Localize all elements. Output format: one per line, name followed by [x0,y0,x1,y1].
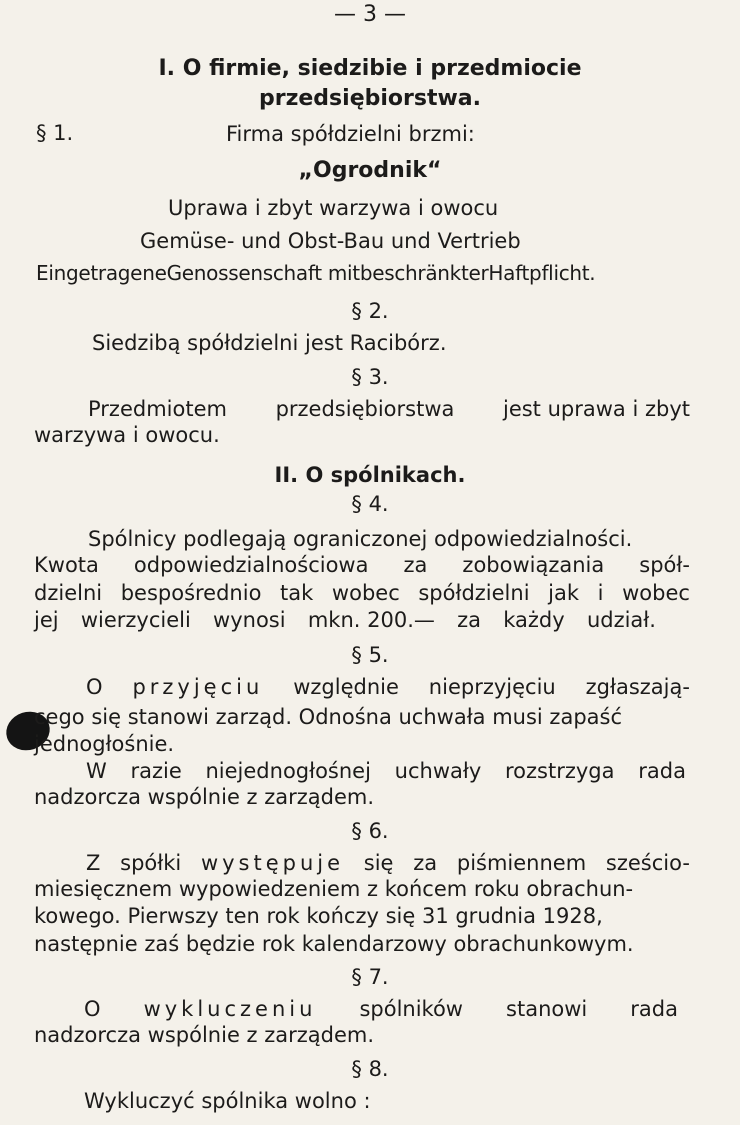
word: i [597,581,604,605]
paragraph-label-5: § 5. [351,643,389,667]
word: zobowiązania [462,553,605,577]
paragraph-label-2: § 2. [351,299,389,323]
paragraph-4-line4 [34,607,656,633]
word: każdy [503,608,565,632]
word: Kwota [34,553,99,577]
paragraph-5-line2: cego się stanowi zarząd. Odnośna uchwała musi zapaść [34,705,622,729]
paragraph-7-line2: nadzorcza wspólnie z zarządem. [34,1023,375,1047]
word: sześcio- [605,851,690,875]
word: W [86,759,107,783]
word: O [86,675,103,699]
word: względnie [293,675,399,699]
word: bespośrednio [120,581,262,605]
word: rada [638,759,686,783]
paragraph-label-4: § 4. [351,492,389,516]
paragraph-5-line1 [86,674,690,700]
paragraph-6-line1 [86,850,690,876]
word: wobec [331,581,400,605]
word: wykluczeniu [143,997,317,1021]
paragraph-5-line4 [86,758,686,784]
paragraph-label-3: § 3. [351,365,389,389]
firm-desc-polish: Uprawa i zbyt warzywa i owocu [168,196,499,220]
firm-legal-form: EingetrageneGenossenschaft mitbeschränkterHaftpflicht. [36,261,596,285]
paragraph-5-line5: nadzorcza wspólnie z zarządem. [34,785,375,809]
word: spół- [639,553,690,577]
paragraph-6-line3: kowego. Pierwszy ten rok kończy się 31 grudnia 1928, [34,904,603,928]
word: jak [548,581,580,605]
word: uchwały [394,759,482,783]
word: występuje [200,851,345,875]
word: dzielni [34,581,103,605]
word: przyjęciu [132,675,264,699]
word: udział. [586,608,656,632]
paragraph-label-7: § 7. [351,965,389,989]
section-heading-2: II. O spólnikach. [274,463,466,487]
paragraph-4-line2 [34,552,690,578]
section-heading-1-line2: przedsiębiorstwa. [258,86,482,111]
word: nieprzyjęciu [428,675,556,699]
paragraph-3-line1 [88,396,690,422]
word: spółdzielni [418,581,530,605]
paragraph-3-line2: warzywa i owocu. [34,423,220,447]
word: wynosi [213,608,286,632]
word: mkn. 200.— [307,608,435,632]
paragraph-7-line1 [84,996,678,1022]
paragraph-label-6: § 6. [351,819,389,843]
paragraph-1-intro: Firma spółdzielni brzmi: [226,122,475,146]
paragraph-6-line4: następnie zaś będzie rok kalendarzowy obrachunkowym. [34,932,634,956]
word: spółki [120,851,182,875]
word: wobec [622,581,690,605]
paragraph-4-line3 [34,580,690,606]
paragraph-2-text: Siedzibą spółdzielni jest Racibórz. [92,331,447,355]
word: Przedmiotem [88,397,227,421]
word: przedsiębiorstwa [275,397,455,421]
word: spólników [359,997,463,1021]
paragraph-6-line2: miesięcznem wypowiedzeniem z końcem roku obrachun- [34,877,634,901]
firm-name: „Ogrodnik“ [298,158,442,183]
word: zgłaszają- [585,675,690,699]
word: za [403,553,428,577]
word: niejednogłośnej [205,759,371,783]
word: piśmiennem [456,851,587,875]
word: Z [86,851,101,875]
word: za [413,851,438,875]
page-number: — 3 — [334,2,406,27]
word: jej [34,608,59,632]
word: wierzycieli [80,608,191,632]
paragraph-8-line1: Wykluczyć spólnika wolno : [84,1089,371,1113]
word: rada [630,997,678,1021]
word: się [363,851,394,875]
word: za [457,608,482,632]
word: jest uprawa i zbyt [502,397,690,421]
word: razie [130,759,182,783]
paragraph-label-1: § 1. [36,121,74,145]
paragraph-label-8: § 8. [351,1057,389,1081]
word: rozstrzyga [505,759,615,783]
word: odpowiedzialnościowa [133,553,369,577]
firm-desc-german: Gemüse- und Obst-Bau und Vertrieb [140,229,521,253]
paragraph-4-line1: Spólnicy podlegają ograniczonej odpowiedzialności. [88,527,633,551]
word: tak [280,581,314,605]
section-heading-1-line1: I. O firmie, siedzibie i przedmiocie [158,56,582,81]
word: O [84,997,101,1021]
word: stanowi [506,997,588,1021]
paragraph-5-line3: jednogłośnie. [34,732,175,756]
